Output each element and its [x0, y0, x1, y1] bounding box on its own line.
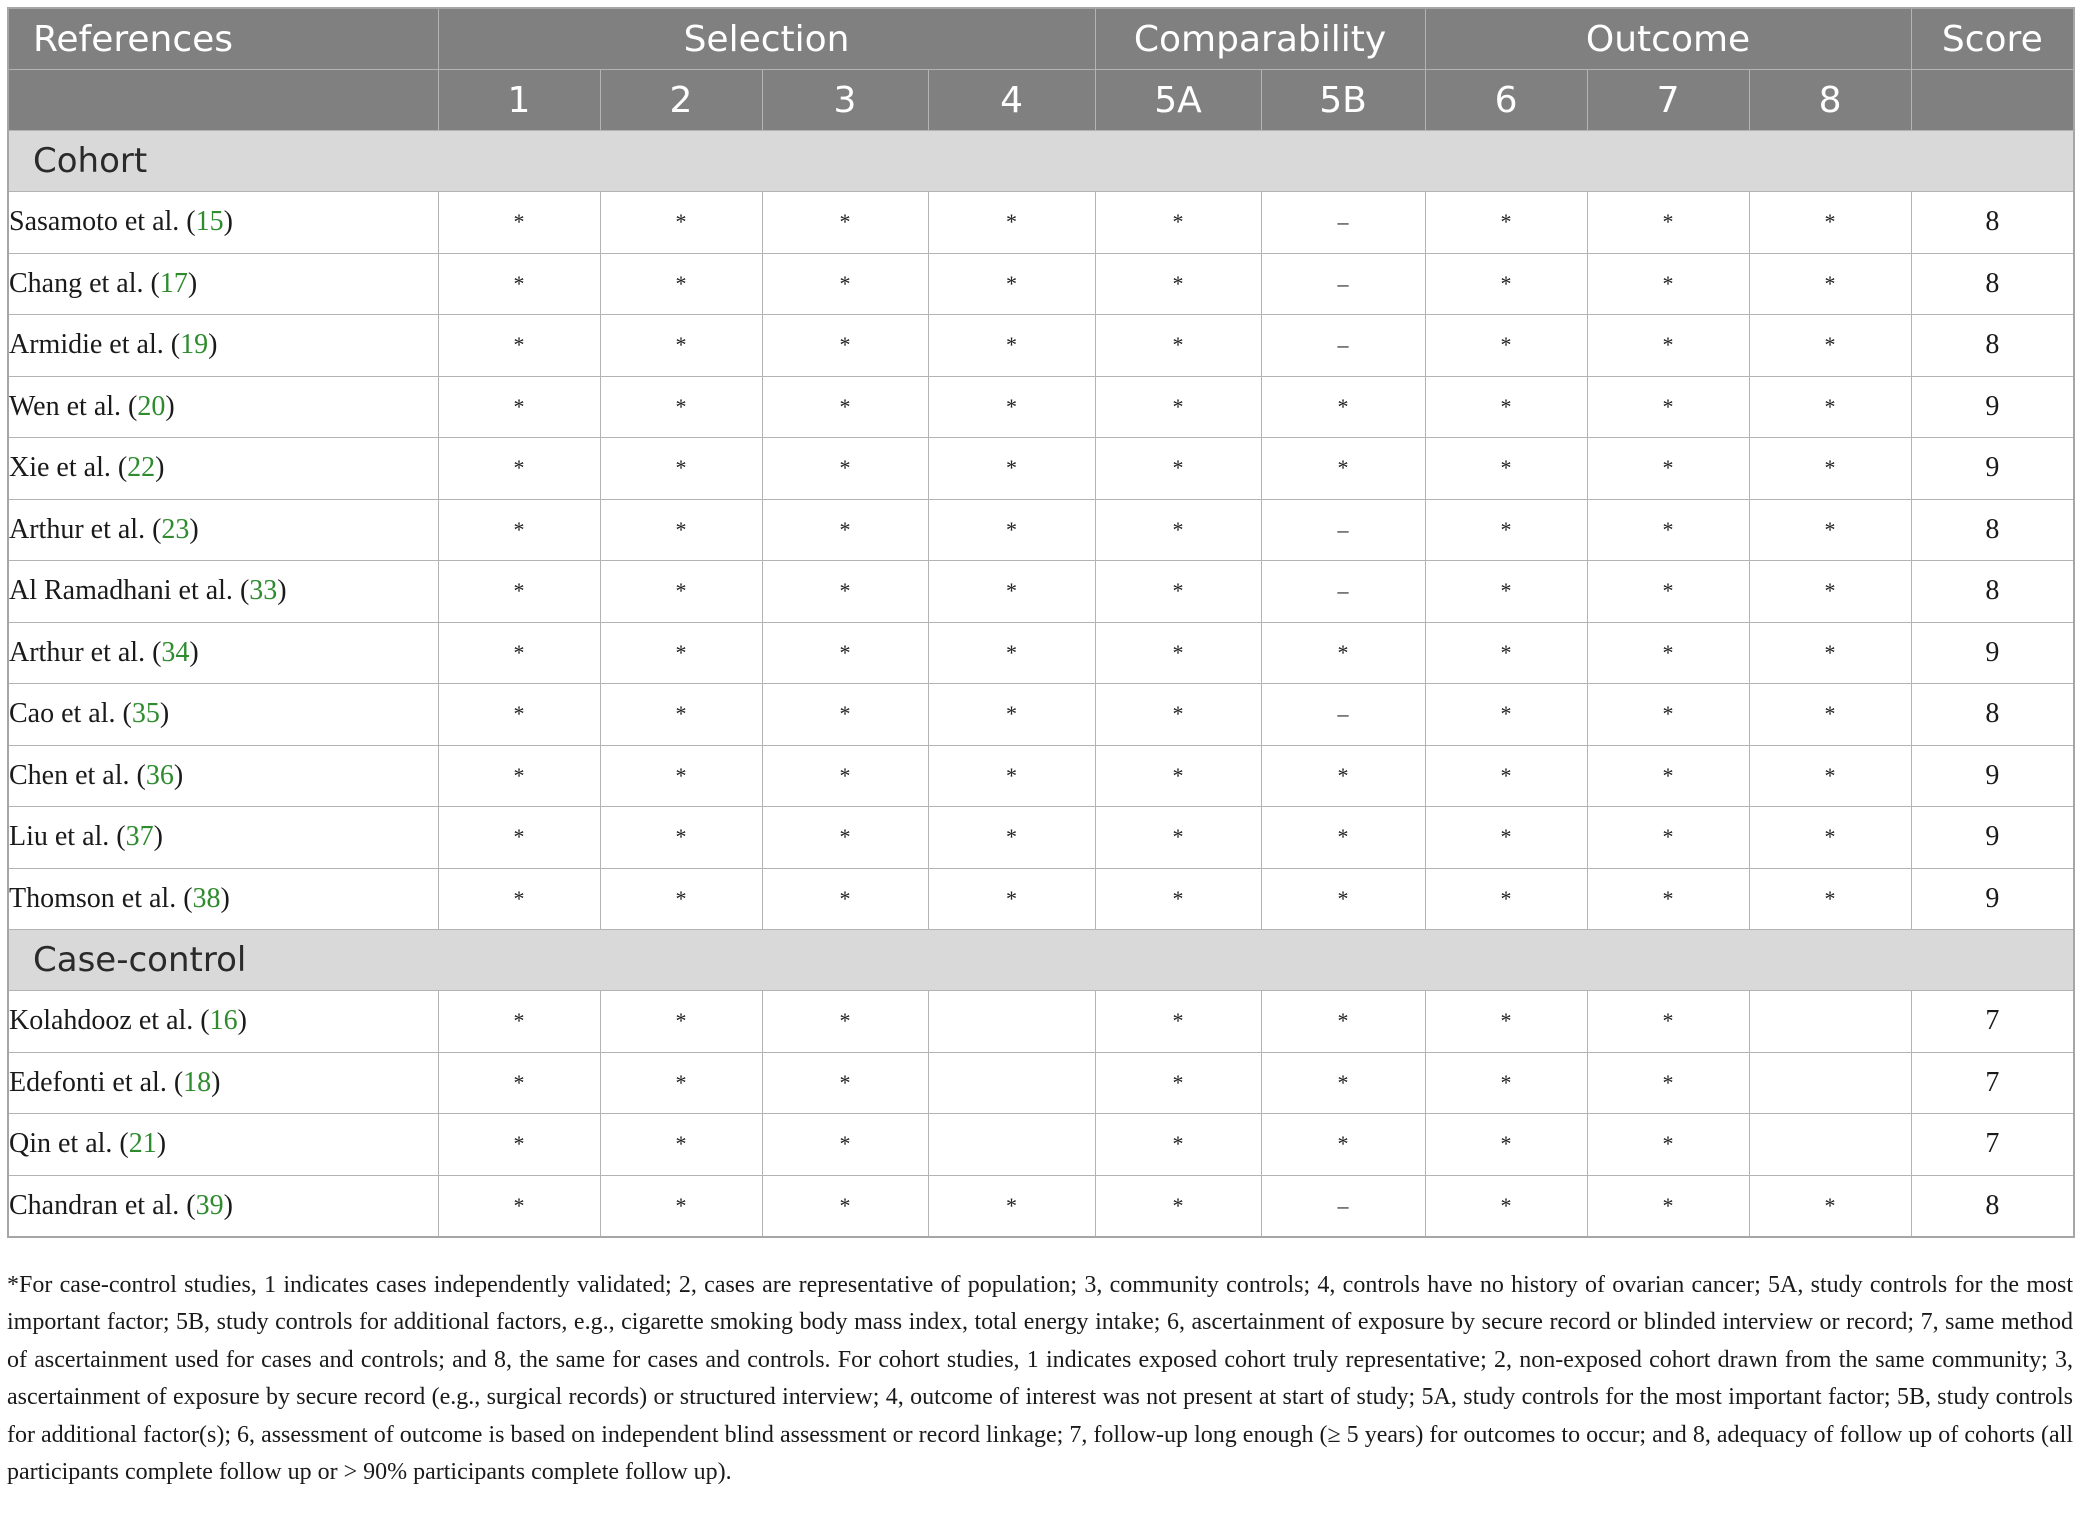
rating-cell: *: [600, 745, 762, 807]
score-cell: 8: [1911, 315, 2074, 377]
rating-cell: *: [1425, 192, 1587, 254]
rating-cell: *: [762, 253, 928, 315]
rating-cell: *: [1095, 745, 1261, 807]
rating-cell: *: [1261, 376, 1425, 438]
table-row: [8, 868, 2074, 930]
rating-cell: *: [1587, 253, 1749, 315]
rating-cell: *: [762, 684, 928, 746]
rating-cell: *: [1095, 1175, 1261, 1237]
author-name: Arthur et al.: [9, 636, 146, 668]
rating-cell: *: [762, 315, 928, 377]
rating-cell: *: [762, 192, 928, 254]
table-row: [8, 376, 2074, 438]
rating-cell: *: [1587, 499, 1749, 561]
rating-cell: *: [928, 1175, 1095, 1237]
rating-cell: *: [928, 622, 1095, 684]
rating-cell: –: [1261, 192, 1425, 254]
rating-cell: [1749, 1114, 1911, 1176]
rating-cell: *: [1587, 315, 1749, 377]
rating-cell: *: [1587, 1114, 1749, 1176]
rating-cell: –: [1261, 253, 1425, 315]
table-row: [8, 253, 2074, 315]
rating-cell: *: [1095, 315, 1261, 377]
rating-cell: *: [1749, 745, 1911, 807]
score-cell: 8: [1911, 499, 2074, 561]
score-cell: 8: [1911, 253, 2074, 315]
rating-cell: *: [928, 745, 1095, 807]
rating-cell: *: [1749, 376, 1911, 438]
rating-cell: *: [1261, 1114, 1425, 1176]
rating-cell: *: [1749, 253, 1911, 315]
group-row: [8, 131, 2074, 192]
rating-cell: *: [1425, 499, 1587, 561]
rating-cell: –: [1261, 499, 1425, 561]
rating-cell: *: [1587, 1175, 1749, 1237]
citation-link[interactable]: 15: [195, 206, 224, 238]
rating-cell: *: [438, 745, 600, 807]
rating-cell: *: [928, 192, 1095, 254]
rating-cell: *: [438, 1052, 600, 1114]
rating-cell: *: [1749, 622, 1911, 684]
rating-cell: [928, 1052, 1095, 1114]
rating-cell: –: [1261, 1175, 1425, 1237]
rating-cell: *: [1425, 684, 1587, 746]
comparability-header: Comparability: [1095, 8, 1425, 70]
rating-cell: [1749, 1052, 1911, 1114]
rating-cell: *: [600, 622, 762, 684]
table-row: [8, 807, 2074, 869]
rating-cell: *: [1587, 1052, 1749, 1114]
rating-cell: *: [600, 1175, 762, 1237]
rating-cell: *: [1587, 868, 1749, 930]
rating-cell: *: [1095, 561, 1261, 623]
rating-cell: *: [438, 1114, 600, 1176]
rating-cell: *: [1425, 1114, 1587, 1176]
table-row: [8, 684, 2074, 746]
rating-cell: *: [762, 622, 928, 684]
rating-cell: *: [1425, 561, 1587, 623]
rating-cell: *: [438, 991, 600, 1053]
rating-cell: *: [762, 868, 928, 930]
rating-cell: *: [1425, 376, 1587, 438]
author-name: Armidie et al.: [9, 329, 164, 361]
rating-cell: *: [1095, 499, 1261, 561]
score-header: Score: [1911, 8, 2074, 70]
rating-cell: *: [1095, 376, 1261, 438]
item-number-header: 4: [928, 70, 1095, 131]
rating-cell: *: [438, 1175, 600, 1237]
reference-cell: Thomson et al. (38): [8, 868, 438, 930]
rating-cell: *: [1749, 684, 1911, 746]
rating-cell: *: [1261, 868, 1425, 930]
author-name: Chen et al.: [9, 759, 130, 791]
rating-cell: *: [1749, 868, 1911, 930]
reference-cell: Al Ramadhani et al. (33): [8, 561, 438, 623]
rating-cell: –: [1261, 684, 1425, 746]
rating-cell: *: [438, 315, 600, 377]
table-row: [8, 315, 2074, 377]
author-name: Thomson et al.: [9, 882, 177, 914]
rating-cell: *: [438, 684, 600, 746]
table-row: [8, 561, 2074, 623]
reference-cell: Chang et al. (17): [8, 253, 438, 315]
item-number-header: 7: [1587, 70, 1749, 131]
score-cell: 7: [1911, 991, 2074, 1053]
group-label: Case-control: [8, 930, 2074, 991]
rating-cell: *: [438, 438, 600, 500]
citation-link[interactable]: 39: [195, 1189, 224, 1221]
rating-cell: *: [1095, 192, 1261, 254]
score-cell: 9: [1911, 376, 2074, 438]
citation-link[interactable]: 16: [209, 1005, 238, 1037]
score-cell: 9: [1911, 622, 2074, 684]
rating-cell: *: [438, 192, 600, 254]
rating-cell: *: [1749, 438, 1911, 500]
item-number-header: 1: [438, 70, 600, 131]
citation-link[interactable]: 36: [145, 759, 174, 791]
table-row: [8, 438, 2074, 500]
rating-cell: *: [1095, 438, 1261, 500]
rating-cell: *: [1749, 499, 1911, 561]
rating-cell: *: [1587, 561, 1749, 623]
rating-cell: *: [600, 1114, 762, 1176]
rating-cell: [928, 1114, 1095, 1176]
rating-cell: *: [1749, 1175, 1911, 1237]
rating-cell: *: [600, 499, 762, 561]
rating-cell: *: [1095, 622, 1261, 684]
item-number-header: 3: [762, 70, 928, 131]
table-row: [8, 499, 2074, 561]
score-cell: 7: [1911, 1052, 2074, 1114]
citation-link[interactable]: 22: [127, 452, 156, 484]
rating-cell: *: [600, 438, 762, 500]
rating-cell: *: [1261, 745, 1425, 807]
author-name: Cao et al.: [9, 698, 116, 730]
rating-cell: *: [600, 253, 762, 315]
rating-cell: *: [600, 376, 762, 438]
rating-cell: *: [438, 376, 600, 438]
author-name: Xie et al.: [9, 452, 111, 484]
rating-cell: *: [762, 1114, 928, 1176]
rating-cell: *: [1587, 192, 1749, 254]
reference-cell: Liu et al. (37): [8, 807, 438, 869]
rating-cell: *: [762, 376, 928, 438]
rating-cell: *: [1425, 1052, 1587, 1114]
table-row: [8, 192, 2074, 254]
rating-cell: *: [928, 684, 1095, 746]
rating-cell: –: [1261, 315, 1425, 377]
table-row: [8, 1114, 2074, 1176]
rating-cell: *: [928, 438, 1095, 500]
citation-link[interactable]: 21: [128, 1128, 157, 1160]
rating-cell: *: [1425, 315, 1587, 377]
rating-cell: *: [600, 807, 762, 869]
score-cell: 9: [1911, 868, 2074, 930]
citation-link[interactable]: 33: [249, 575, 278, 607]
reference-cell: Chandran et al. (39): [8, 1175, 438, 1237]
score-cell: 8: [1911, 1175, 2074, 1237]
table-row: [8, 622, 2074, 684]
rating-cell: *: [928, 376, 1095, 438]
score-cell: 8: [1911, 192, 2074, 254]
rating-cell: *: [928, 561, 1095, 623]
author-name: Al Ramadhani et al.: [9, 575, 233, 607]
rating-cell: *: [762, 807, 928, 869]
rating-cell: *: [1261, 991, 1425, 1053]
quality-assessment-table: [7, 7, 2075, 1238]
item-number-header: 5B: [1261, 70, 1425, 131]
rating-cell: *: [438, 868, 600, 930]
header-blank-cell: [1911, 70, 2074, 131]
rating-cell: *: [1095, 253, 1261, 315]
item-number-header: 8: [1749, 70, 1911, 131]
citation-link[interactable]: 37: [125, 821, 154, 853]
citation-link[interactable]: 34: [161, 636, 190, 668]
table-body: [8, 131, 2074, 1238]
rating-cell: *: [762, 1175, 928, 1237]
group-row: [8, 930, 2074, 991]
item-number-header: 6: [1425, 70, 1587, 131]
rating-cell: *: [600, 315, 762, 377]
rating-cell: *: [1425, 622, 1587, 684]
rating-cell: *: [1095, 684, 1261, 746]
rating-cell: *: [1261, 1052, 1425, 1114]
rating-cell: *: [1587, 622, 1749, 684]
table-row: [8, 991, 2074, 1053]
rating-cell: *: [1261, 622, 1425, 684]
rating-cell: *: [1095, 1114, 1261, 1176]
reference-cell: Edefonti et al. (18): [8, 1052, 438, 1114]
reference-cell: Sasamoto et al. (15): [8, 192, 438, 254]
reference-cell: Chen et al. (36): [8, 745, 438, 807]
rating-cell: *: [1425, 807, 1587, 869]
item-number-header: 5A: [1095, 70, 1261, 131]
rating-cell: *: [1095, 807, 1261, 869]
rating-cell: *: [600, 1052, 762, 1114]
rating-cell: *: [438, 253, 600, 315]
rating-cell: *: [1749, 807, 1911, 869]
rating-cell: *: [1261, 807, 1425, 869]
rating-cell: *: [1587, 745, 1749, 807]
author-name: Wen et al.: [9, 390, 122, 422]
rating-cell: *: [1587, 991, 1749, 1053]
rating-cell: *: [1095, 1052, 1261, 1114]
score-cell: 7: [1911, 1114, 2074, 1176]
reference-cell: Wen et al. (20): [8, 376, 438, 438]
author-name: Sasamoto et al.: [9, 206, 180, 238]
rating-cell: *: [438, 807, 600, 869]
reference-cell: Kolahdooz et al. (16): [8, 991, 438, 1053]
rating-cell: –: [1261, 561, 1425, 623]
selection-header: Selection: [438, 8, 1095, 70]
group-label: Cohort: [8, 131, 2074, 192]
rating-cell: *: [762, 561, 928, 623]
rating-cell: *: [928, 253, 1095, 315]
score-cell: 9: [1911, 807, 2074, 869]
rating-cell: *: [928, 315, 1095, 377]
table-row: [8, 1052, 2074, 1114]
rating-cell: *: [1587, 684, 1749, 746]
outcome-header: Outcome: [1425, 8, 1911, 70]
header-blank-cell: [8, 70, 438, 131]
author-name: Edefonti et al.: [9, 1066, 167, 1098]
author-name: Kolahdooz et al.: [9, 1005, 194, 1037]
citation-link[interactable]: 38: [192, 882, 221, 914]
item-number-header: 2: [600, 70, 762, 131]
rating-cell: *: [438, 499, 600, 561]
rating-cell: *: [600, 684, 762, 746]
rating-cell: [928, 991, 1095, 1053]
score-cell: 9: [1911, 438, 2074, 500]
citation-link[interactable]: 17: [159, 267, 188, 299]
reference-cell: Arthur et al. (34): [8, 622, 438, 684]
rating-cell: *: [1425, 438, 1587, 500]
rating-cell: *: [1425, 745, 1587, 807]
rating-cell: *: [600, 991, 762, 1053]
citation-link[interactable]: 35: [131, 698, 160, 730]
rating-cell: *: [1425, 253, 1587, 315]
header-row-categories: [8, 8, 2074, 70]
rating-cell: *: [1425, 868, 1587, 930]
citation-link[interactable]: 20: [137, 390, 166, 422]
rating-cell: *: [1587, 807, 1749, 869]
rating-cell: *: [762, 499, 928, 561]
rating-cell: *: [1095, 868, 1261, 930]
author-name: Chandran et al.: [9, 1189, 180, 1221]
rating-cell: *: [1749, 315, 1911, 377]
rating-cell: *: [438, 561, 600, 623]
rating-cell: *: [438, 622, 600, 684]
author-name: Liu et al.: [9, 821, 110, 853]
rating-cell: *: [1261, 438, 1425, 500]
rating-cell: *: [1587, 376, 1749, 438]
rating-cell: *: [928, 868, 1095, 930]
rating-cell: *: [1425, 991, 1587, 1053]
reference-cell: Qin et al. (21): [8, 1114, 438, 1176]
rating-cell: *: [1095, 991, 1261, 1053]
author-name: Arthur et al.: [9, 513, 146, 545]
citation-link[interactable]: 23: [161, 513, 190, 545]
rating-cell: *: [1749, 561, 1911, 623]
score-cell: 9: [1911, 745, 2074, 807]
citation-link[interactable]: 18: [183, 1066, 212, 1098]
rating-cell: *: [928, 499, 1095, 561]
rating-cell: *: [762, 991, 928, 1053]
rating-cell: *: [1587, 438, 1749, 500]
reference-cell: Xie et al. (22): [8, 438, 438, 500]
score-cell: 8: [1911, 684, 2074, 746]
score-cell: 8: [1911, 561, 2074, 623]
rating-cell: *: [600, 561, 762, 623]
rating-cell: *: [600, 192, 762, 254]
rating-cell: *: [1749, 192, 1911, 254]
rating-cell: *: [762, 745, 928, 807]
header-row-item-numbers: [8, 70, 2074, 131]
reference-cell: Arthur et al. (23): [8, 499, 438, 561]
citation-link[interactable]: 19: [180, 329, 209, 361]
rating-cell: *: [762, 438, 928, 500]
rating-cell: *: [1425, 1175, 1587, 1237]
author-name: Chang et al.: [9, 267, 144, 299]
rating-cell: *: [762, 1052, 928, 1114]
rating-cell: [1749, 991, 1911, 1053]
author-name: Qin et al.: [9, 1128, 113, 1160]
table-row: [8, 1175, 2074, 1237]
table-footnote: *For case-control studies, 1 indicates cases independently validated; 2, cases are representative of population; 3, community controls; 4, controls have no history of ovarian cancer; 5A, study controls for the most important factor; 5B, study controls for additional factors, e.g., cigarette smoking body mass index, total energy intake; 6, ascertainment of exposure by secure record or blinded interview or record; 7, same method of ascertainment used for cases and controls; and 8, the same for cases and controls. For cohort studies, 1 indicates exposed cohort truly representative; 2, non-exposed cohort drawn from the same community; 3, ascertainment of exposure by secure record (e.g., surgical records) or structured interview; 4, outcome of interest was not present at start of study; 5A, study controls for the most important factor; 5B, study controls for additional factor(s); 6, assessment of outcome is based on independent blind assessment or record linkage; 7, follow-up long enough (≥ 5 years) for outcomes to occur; and 8, adequacy of follow up of cohorts (all participants complete follow up or > 90% participants complete follow up).: [7, 1272, 2073, 1486]
rating-cell: *: [928, 807, 1095, 869]
reference-cell: Armidie et al. (19): [8, 315, 438, 377]
rating-cell: *: [600, 868, 762, 930]
references-header: References: [8, 8, 438, 70]
table-row: [8, 745, 2074, 807]
reference-cell: Cao et al. (35): [8, 684, 438, 746]
